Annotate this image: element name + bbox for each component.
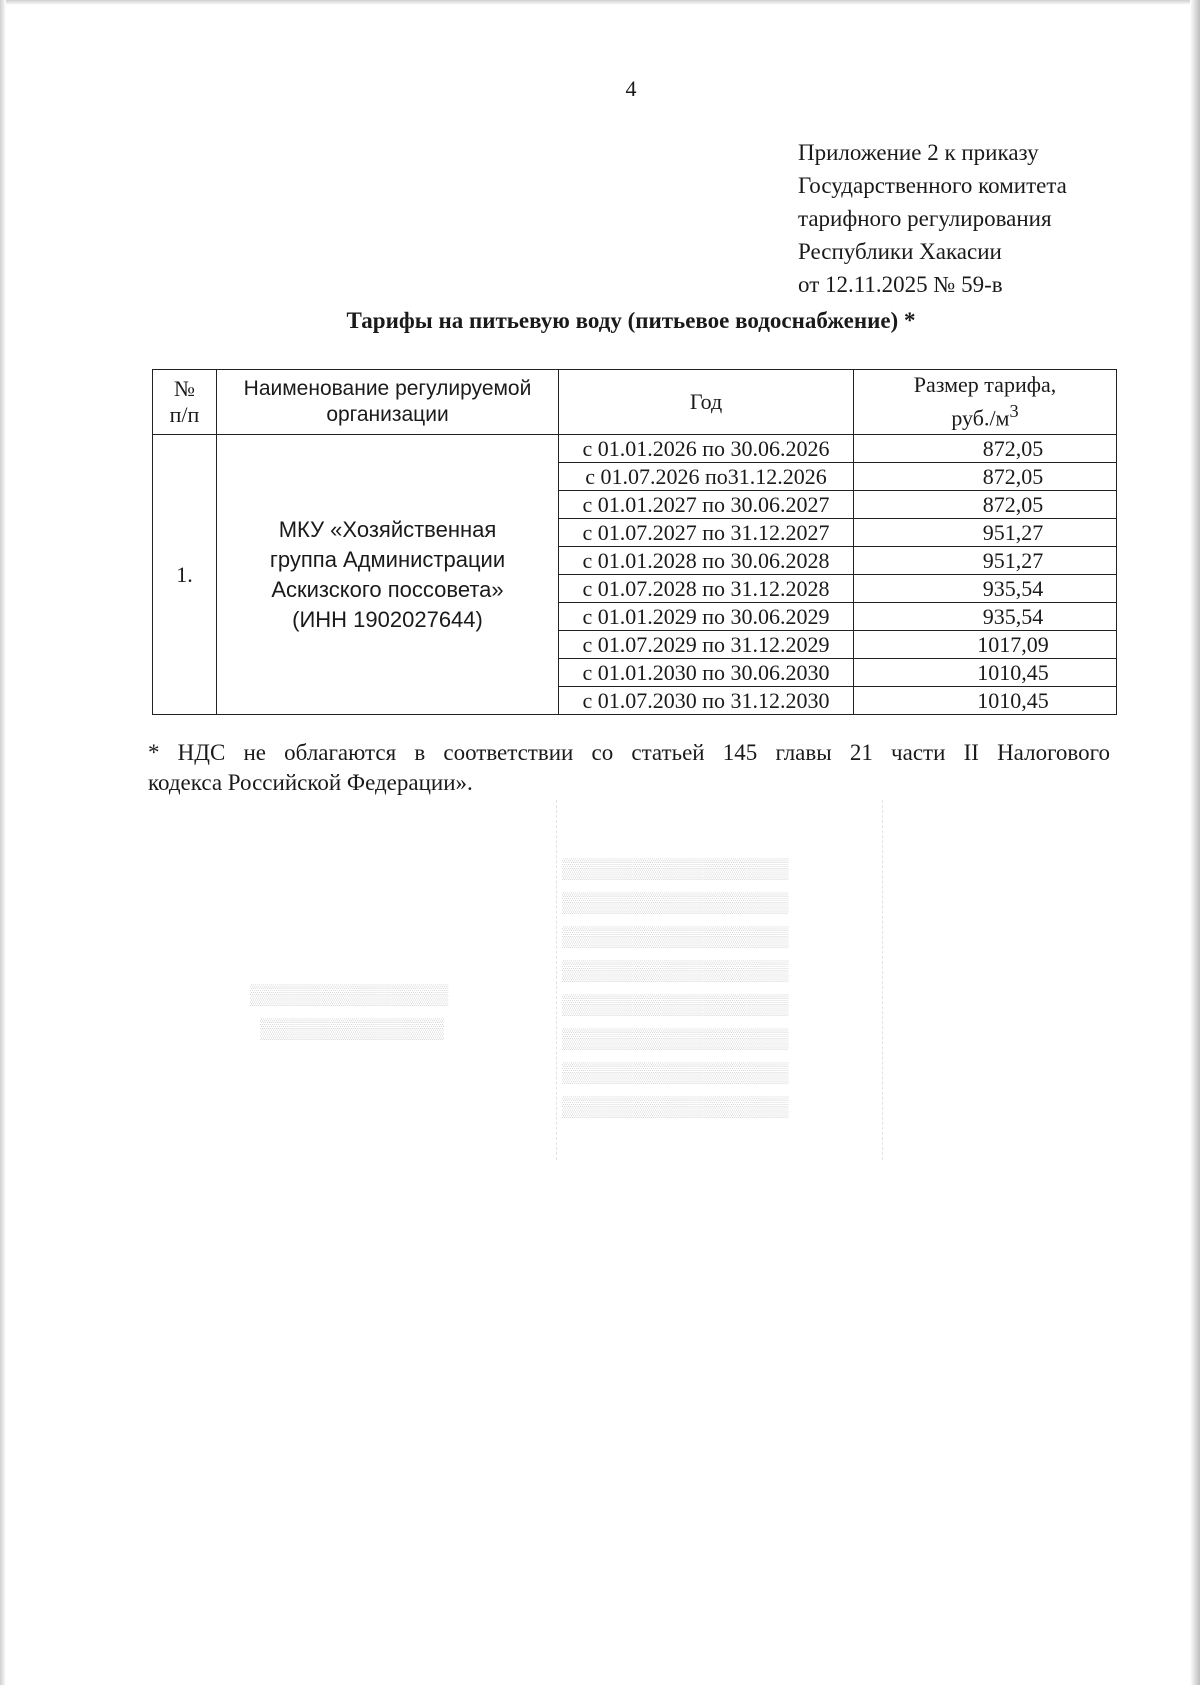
rate-cell: 935,54: [854, 575, 1117, 603]
organization-line1: МКУ «Хозяйственная: [278, 516, 497, 542]
scan-edge-right: [1190, 0, 1200, 1685]
bleed-through-line: [882, 800, 883, 1160]
period-cell: с 01.07.2030 по 31.12.2030: [559, 687, 854, 715]
header-number-line1: №: [174, 376, 195, 401]
header-rate-unit: руб./м: [951, 405, 1010, 431]
table-row: [153, 435, 1117, 463]
appendix-line-2: Государственного комитета: [798, 173, 1067, 198]
period-cell: с 01.07.2026 по31.12.2026: [559, 463, 854, 491]
rate-cell: 872,05: [854, 435, 1117, 463]
page-number: 4: [625, 76, 637, 101]
header-rate: [854, 370, 1117, 435]
scan-edge-left: [0, 0, 6, 1685]
organization-line3: Аскизского поссовета»: [271, 576, 504, 602]
rate-cell: 1010,45: [854, 659, 1117, 687]
bleed-through-text: ▒▒▒▒▒▒▒▒▒▒▒▒▒▒▒▒: [562, 926, 789, 948]
document-title: Тарифы на питьевую воду (питьевое водоснабжение) *: [346, 308, 916, 333]
table-header-row: [153, 370, 1117, 435]
appendix-line-1: Приложение 2 к приказу: [798, 140, 1039, 165]
rate-cell: 951,27: [854, 519, 1117, 547]
bleed-through-text: ▒▒▒▒▒▒▒▒▒▒▒▒▒▒▒▒: [562, 960, 789, 982]
header-number: [153, 370, 217, 435]
rate-cell: 1010,45: [854, 687, 1117, 715]
header-number-line2: п/п: [169, 402, 200, 427]
bleed-through-text: ▒▒▒▒▒▒▒▒▒▒▒▒▒▒▒▒: [562, 892, 789, 914]
footnote-line2: кодекса Российской Федерации».: [148, 770, 473, 795]
scan-edge-top: [0, 0, 1200, 5]
header-year: Год: [559, 370, 854, 435]
bleed-through-text: ▒▒▒▒▒▒▒▒▒▒▒▒▒▒▒▒: [562, 1028, 789, 1050]
organization-line4: (ИНН 1902027644): [292, 606, 483, 632]
period-cell: с 01.07.2028 по 31.12.2028: [559, 575, 854, 603]
period-cell: с 01.07.2027 по 31.12.2027: [559, 519, 854, 547]
rate-cell: 872,05: [854, 491, 1117, 519]
header-rate-line2: [858, 398, 1112, 431]
appendix-line-3: тарифного регулирования: [798, 206, 1052, 231]
footnote-line1: * НДС не облагаются в соответствии со статьей 145 главы 21 части II Налогового: [148, 740, 1110, 765]
rate-cell: 951,27: [854, 547, 1117, 575]
appendix-line-5: от 12.11.2025 № 59-в: [798, 272, 1003, 297]
rate-cell: 872,05: [854, 463, 1117, 491]
organization-line2: группа Администрации: [269, 546, 506, 572]
header-rate-line1: Размер тарифа,: [913, 372, 1057, 398]
period-cell: с 01.07.2029 по 31.12.2029: [559, 631, 854, 659]
header-rate-unit-exponent: 3: [1009, 401, 1019, 422]
bleed-through-text: ▒▒▒▒▒▒▒▒▒▒▒▒▒▒▒▒: [562, 1062, 789, 1084]
rate-cell: 1017,09: [854, 631, 1117, 659]
appendix-line-4: Республики Хакасии: [798, 239, 1002, 264]
bleed-through-text: ▒▒▒▒▒▒▒▒▒▒▒▒▒▒▒▒: [562, 858, 789, 880]
period-cell: с 01.01.2030 по 30.06.2030: [559, 659, 854, 687]
rate-cell: 935,54: [854, 603, 1117, 631]
bleed-through-text: ▒▒▒▒▒▒▒▒▒▒▒▒▒▒▒▒: [562, 994, 789, 1016]
period-cell: с 01.01.2026 по 30.06.2026: [559, 435, 854, 463]
period-cell: с 01.01.2028 по 30.06.2028: [559, 547, 854, 575]
bleed-through-line: [556, 800, 557, 1160]
footnote: [148, 738, 1110, 798]
row-number: 1.: [153, 435, 217, 715]
organization-name: [217, 435, 559, 715]
period-cell: с 01.01.2029 по 30.06.2029: [559, 603, 854, 631]
appendix-block: [798, 136, 1067, 301]
header-organization-line1: Наименование регулируемой: [243, 377, 532, 400]
bleed-through-text: ▒▒▒▒▒▒▒▒▒▒▒▒▒▒▒▒: [562, 1096, 789, 1118]
header-organization-line2: организации: [326, 403, 449, 426]
bleed-through-text: ▒▒▒▒▒▒▒▒▒▒▒▒▒▒: [250, 984, 449, 1006]
tariff-table: [152, 369, 1117, 715]
header-organization: [217, 370, 559, 435]
bleed-through-text: ▒▒▒▒▒▒▒▒▒▒▒▒▒: [260, 1018, 445, 1040]
period-cell: с 01.01.2027 по 30.06.2027: [559, 491, 854, 519]
